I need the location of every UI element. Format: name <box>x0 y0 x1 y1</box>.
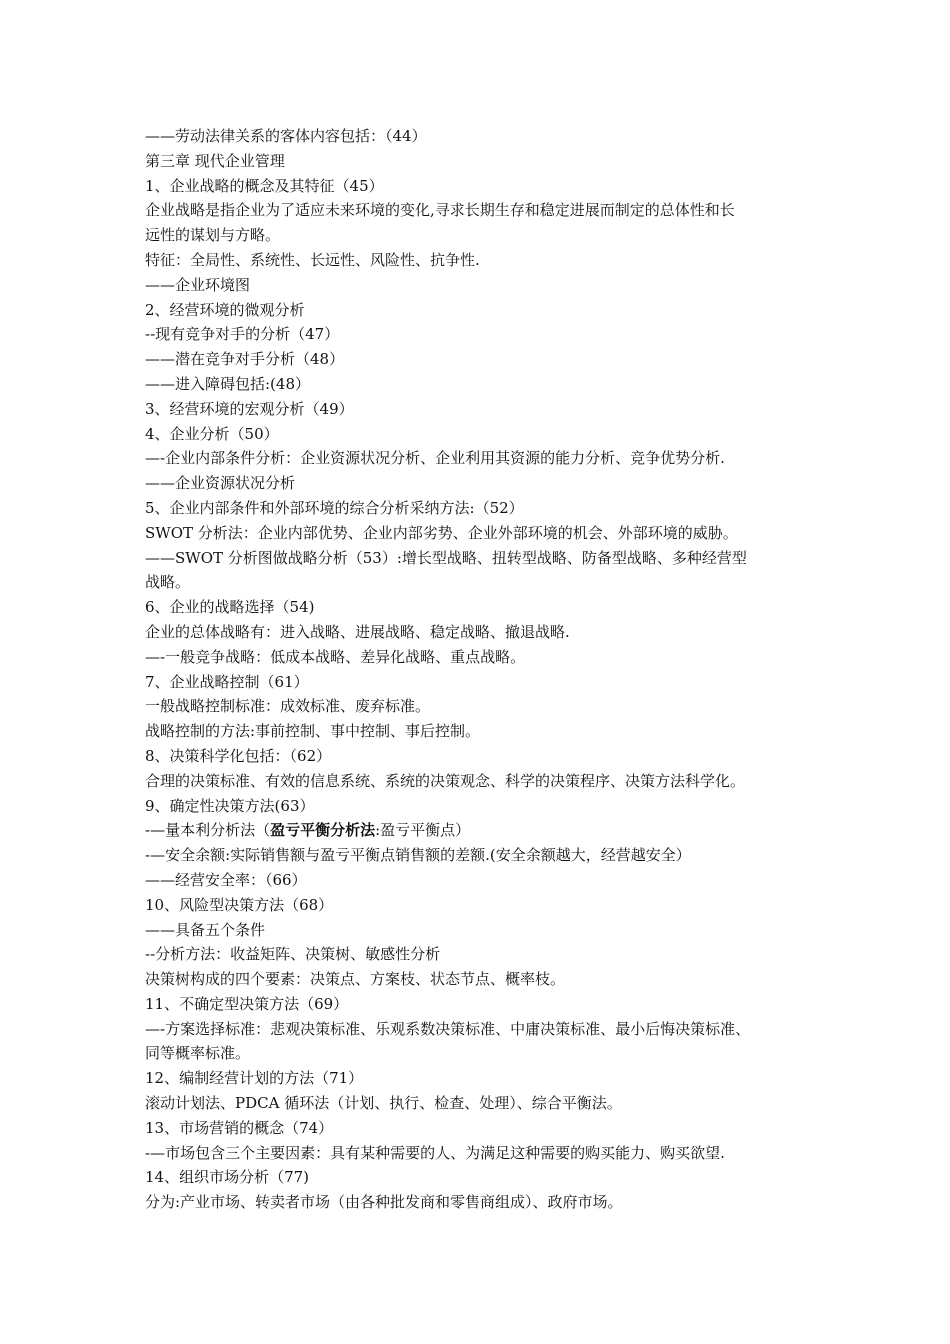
text-segment: :盈亏平衡点） <box>375 821 471 840</box>
section-heading: 4、企业分析（50） <box>145 424 279 443</box>
text-line: ——SWOT 分析图做战略分析（53）:增长型战略、扭转型战略、防备型战略、多种经营型 <box>145 548 747 567</box>
text-line: --现有竞争对手的分析（47） <box>145 325 340 344</box>
section-heading: 10、风险型决策方法（68） <box>145 895 334 914</box>
section-heading: 11、不确定型决策方法（69） <box>145 994 349 1013</box>
text-line: —-企业内部条件分析：企业资源状况分析、企业利用其资源的能力分析、竞争优势分析. <box>145 449 725 468</box>
text-line: 战略控制的方法:事前控制、事中控制、事后控制。 <box>145 722 481 741</box>
text-line: ——企业资源状况分析 <box>145 474 296 493</box>
section-heading: 1、企业战略的概念及其特征（45） <box>145 176 384 195</box>
text-line: 合理的决策标准、有效的信息系统、系统的决策观念、科学的决策程序、决策方法科学化。 <box>145 771 746 790</box>
text-line: ——进入障碍包括:(48） <box>145 374 310 393</box>
text-line: --分析方法：收益矩阵、决策树、敏感性分析 <box>145 945 441 964</box>
section-heading: 5、企业内部条件和外部环境的综合分析采纳方法:（52） <box>145 498 524 517</box>
section-heading: 12、编制经营计划的方法（71） <box>145 1069 364 1088</box>
text-line-mixed <box>145 818 817 843</box>
text-line: 企业战略是指企业为了适应未来环境的变化,寻求长期生存和稳定进展而制定的总体性和长 <box>145 201 735 220</box>
text-line: 一般战略控制标准：成效标准、废弃标准。 <box>145 697 431 716</box>
text-segment: -—量本利分析法（ <box>145 821 271 840</box>
text-line: SWOT 分析法：企业内部优势、企业内部劣势、企业外部环境的机会、外部环境的威胁。 <box>145 523 738 542</box>
text-line: 企业的总体战略有：进入战略、进展战略、稳定战略、撤退战略. <box>145 622 570 641</box>
text-line: 滚动计划法、PDCA 循环法（计划、执行、检查、处理）、综合平衡法。 <box>145 1094 622 1113</box>
section-heading: 13、市场营销的概念（74） <box>145 1118 334 1137</box>
text-line: —-方案选择标准：悲观决策标准、乐观系数决策标准、中庸决策标准、最小后悔决策标准、 <box>145 1019 751 1038</box>
text-line: 决策树构成的四个要素：决策点、方案枝、状态节点、概率枝。 <box>145 970 566 989</box>
section-heading: 8、决策科学化包括：（62） <box>145 746 332 765</box>
text-line: 分为:产业市场、转卖者市场（由各种批发商和零售商组成）、政府市场。 <box>145 1193 623 1212</box>
text-line: 同等概率标准。 <box>145 1044 251 1063</box>
text-line: 远性的谋划与方略。 <box>145 226 281 245</box>
text-line: 战略。 <box>145 573 191 592</box>
text-line: ——经营安全率：（66） <box>145 870 307 889</box>
text-line: 特征：全局性、系统性、长远性、风险性、抗争性. <box>145 250 480 269</box>
document-body <box>145 124 817 1215</box>
text-line: ——具备五个条件 <box>145 920 266 939</box>
section-heading: 3、经营环境的宏观分析（49） <box>145 399 354 418</box>
section-heading: 6、企业的战略选择（54) <box>145 598 315 617</box>
bold-term: 盈亏平衡分析法 <box>270 821 376 840</box>
text-line: —-一般竞争战略：低成本战略、差异化战略、重点战略。 <box>145 647 526 666</box>
text-line: ——劳动法律关系的客体内容包括：（44） <box>145 127 427 145</box>
chapter-heading: 第三章 现代企业管理 <box>145 151 285 170</box>
text-line: -—安全余额:实际销售额与盈亏平衡点销售额的差额.(安全余额越大，经营越安全） <box>145 846 691 865</box>
text-line: ——潜在竞争对手分析（48） <box>145 350 345 369</box>
section-heading: 14、组织市场分析（77) <box>145 1168 310 1187</box>
text-line: -—市场包含三个主要因素：具有某种需要的人、为满足这种需要的购买能力、购买欲望. <box>145 1143 725 1162</box>
text-line: ——企业环境图 <box>145 275 251 294</box>
section-heading: 9、确定性决策方法(63） <box>145 796 315 815</box>
section-heading: 7、企业战略控制（61） <box>145 672 309 691</box>
section-heading: 2、经营环境的微观分析 <box>145 300 305 319</box>
